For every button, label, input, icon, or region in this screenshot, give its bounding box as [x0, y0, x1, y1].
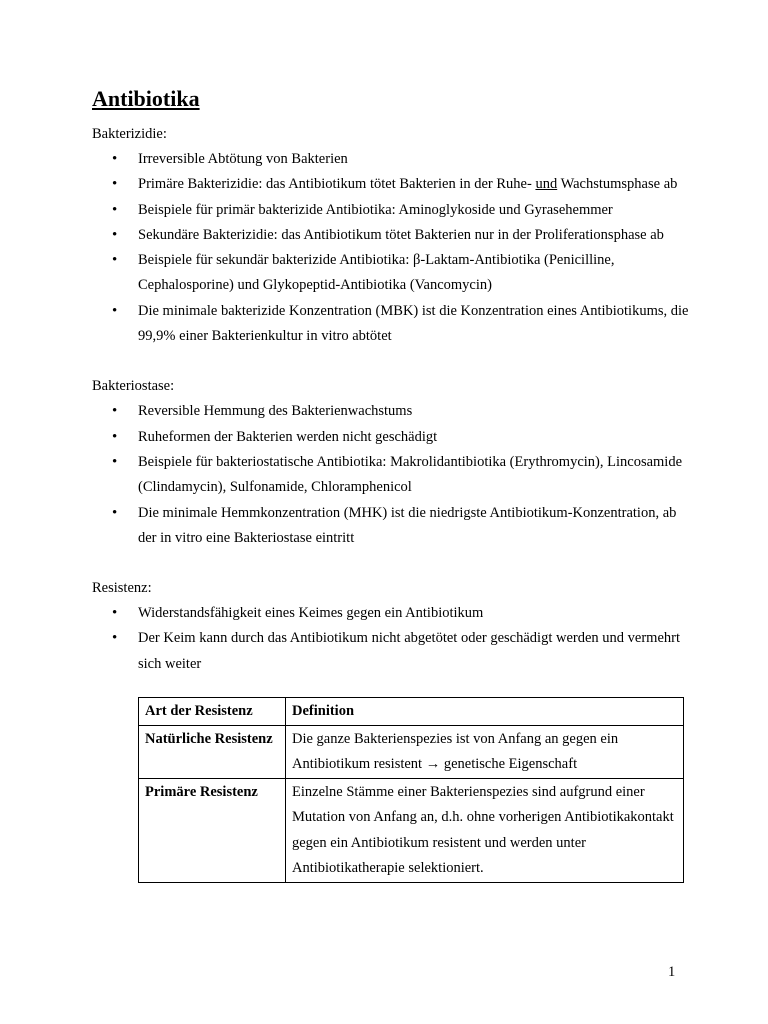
table-cell-definition: Einzelne Stämme einer Bakterienspezies sind aufgrund einer Mutation von Anfang an, d.h. ohne vorherigen Antibiotikakontakt gegen ein Antibiotikum resistent und werden unter Antibiotikatherapie selektioniert. — [286, 778, 684, 882]
table-cell-art: Natürliche Resistenz — [139, 725, 286, 778]
list-item: • Beispiele für bakteriostatische Antibiotika: Makrolidantibiotika (Erythromycin), Lincosamide (Clindamycin), Sulfonamide, Chloramphenicol — [92, 450, 692, 501]
list-item: • Widerstandsfähigkeit eines Keimes gegen ein Antibiotikum — [92, 601, 692, 626]
section-label-resistenz: Resistenz: — [92, 580, 152, 597]
list-item: • Sekundäre Bakterizidie: das Antibiotikum tötet Bakterien nur in der Proliferationsphase ab — [92, 223, 692, 248]
table-row — [139, 778, 684, 882]
resistance-table — [138, 697, 684, 883]
list-item: • Beispiele für primär bakterizide Antibiotika: Aminoglykoside und Gyrasehemmer — [92, 198, 692, 223]
list-item: • Beispiele für sekundär bakterizide Antibiotika: β-Laktam-Antibiotika (Penicilline, Cephalosporine) und Glykopeptid-Antibiotika (Vancomycin) — [92, 248, 692, 299]
table-row — [139, 725, 684, 778]
definition-text-post: genetische Eigenschaft — [443, 756, 578, 773]
table-cell-definition — [286, 725, 684, 778]
page-content — [92, 86, 692, 883]
list-item: • Reversible Hemmung des Bakterienwachstums — [92, 399, 692, 424]
table-header-row — [139, 698, 684, 726]
list-item-text: Primäre Bakterizidie: das Antibiotikum tötet Bakterien in der Ruhe- — [138, 176, 536, 193]
list-bakterizidie — [92, 147, 692, 349]
spacer — [92, 349, 692, 374]
list-item: • Der Keim kann durch das Antibiotikum nicht abgetötet oder geschädigt werden und vermehrt sich weiter — [92, 626, 692, 677]
table-header-definition: Definition — [286, 698, 684, 726]
list-item: • Die minimale Hemmkonzentration (MHK) ist die niedrigste Antibiotikum-Konzentration, ab der in vitro eine Bakteriostase eintritt — [92, 501, 692, 552]
definition-text: Die ganze Bakterienspezies ist von Anfang an gegen ein Antibiotikum resistent — [292, 730, 619, 773]
list-resistenz — [92, 601, 692, 677]
table-header-art: Art der Resistenz — [139, 698, 286, 726]
underlined-word: und — [535, 176, 558, 193]
page-number: 1 — [668, 964, 676, 980]
list-item — [92, 172, 692, 197]
section-label-bakterizidie: Bakterizidie: — [92, 126, 167, 142]
list-item: • Die minimale bakterizide Konzentration (MBK) ist die Konzentration eines Antibiotikums, die 99,9% einer Bakterienkultur in vitro abtötet — [92, 299, 692, 350]
list-item-text-rest: Wachstumsphase ab — [557, 176, 678, 193]
list-bakteriostase — [92, 399, 692, 551]
table-cell-art: Primäre Resistenz — [139, 778, 286, 882]
section-label-bakteriostase: Bakteriostase: — [92, 378, 175, 395]
arrow-icon: → — [425, 756, 441, 773]
spacer — [92, 551, 692, 576]
list-item: • Ruheformen der Bakterien werden nicht geschädigt — [92, 425, 692, 450]
page-title: Antibiotika — [92, 86, 200, 111]
list-item: • Irreversible Abtötung von Bakterien — [92, 147, 692, 172]
